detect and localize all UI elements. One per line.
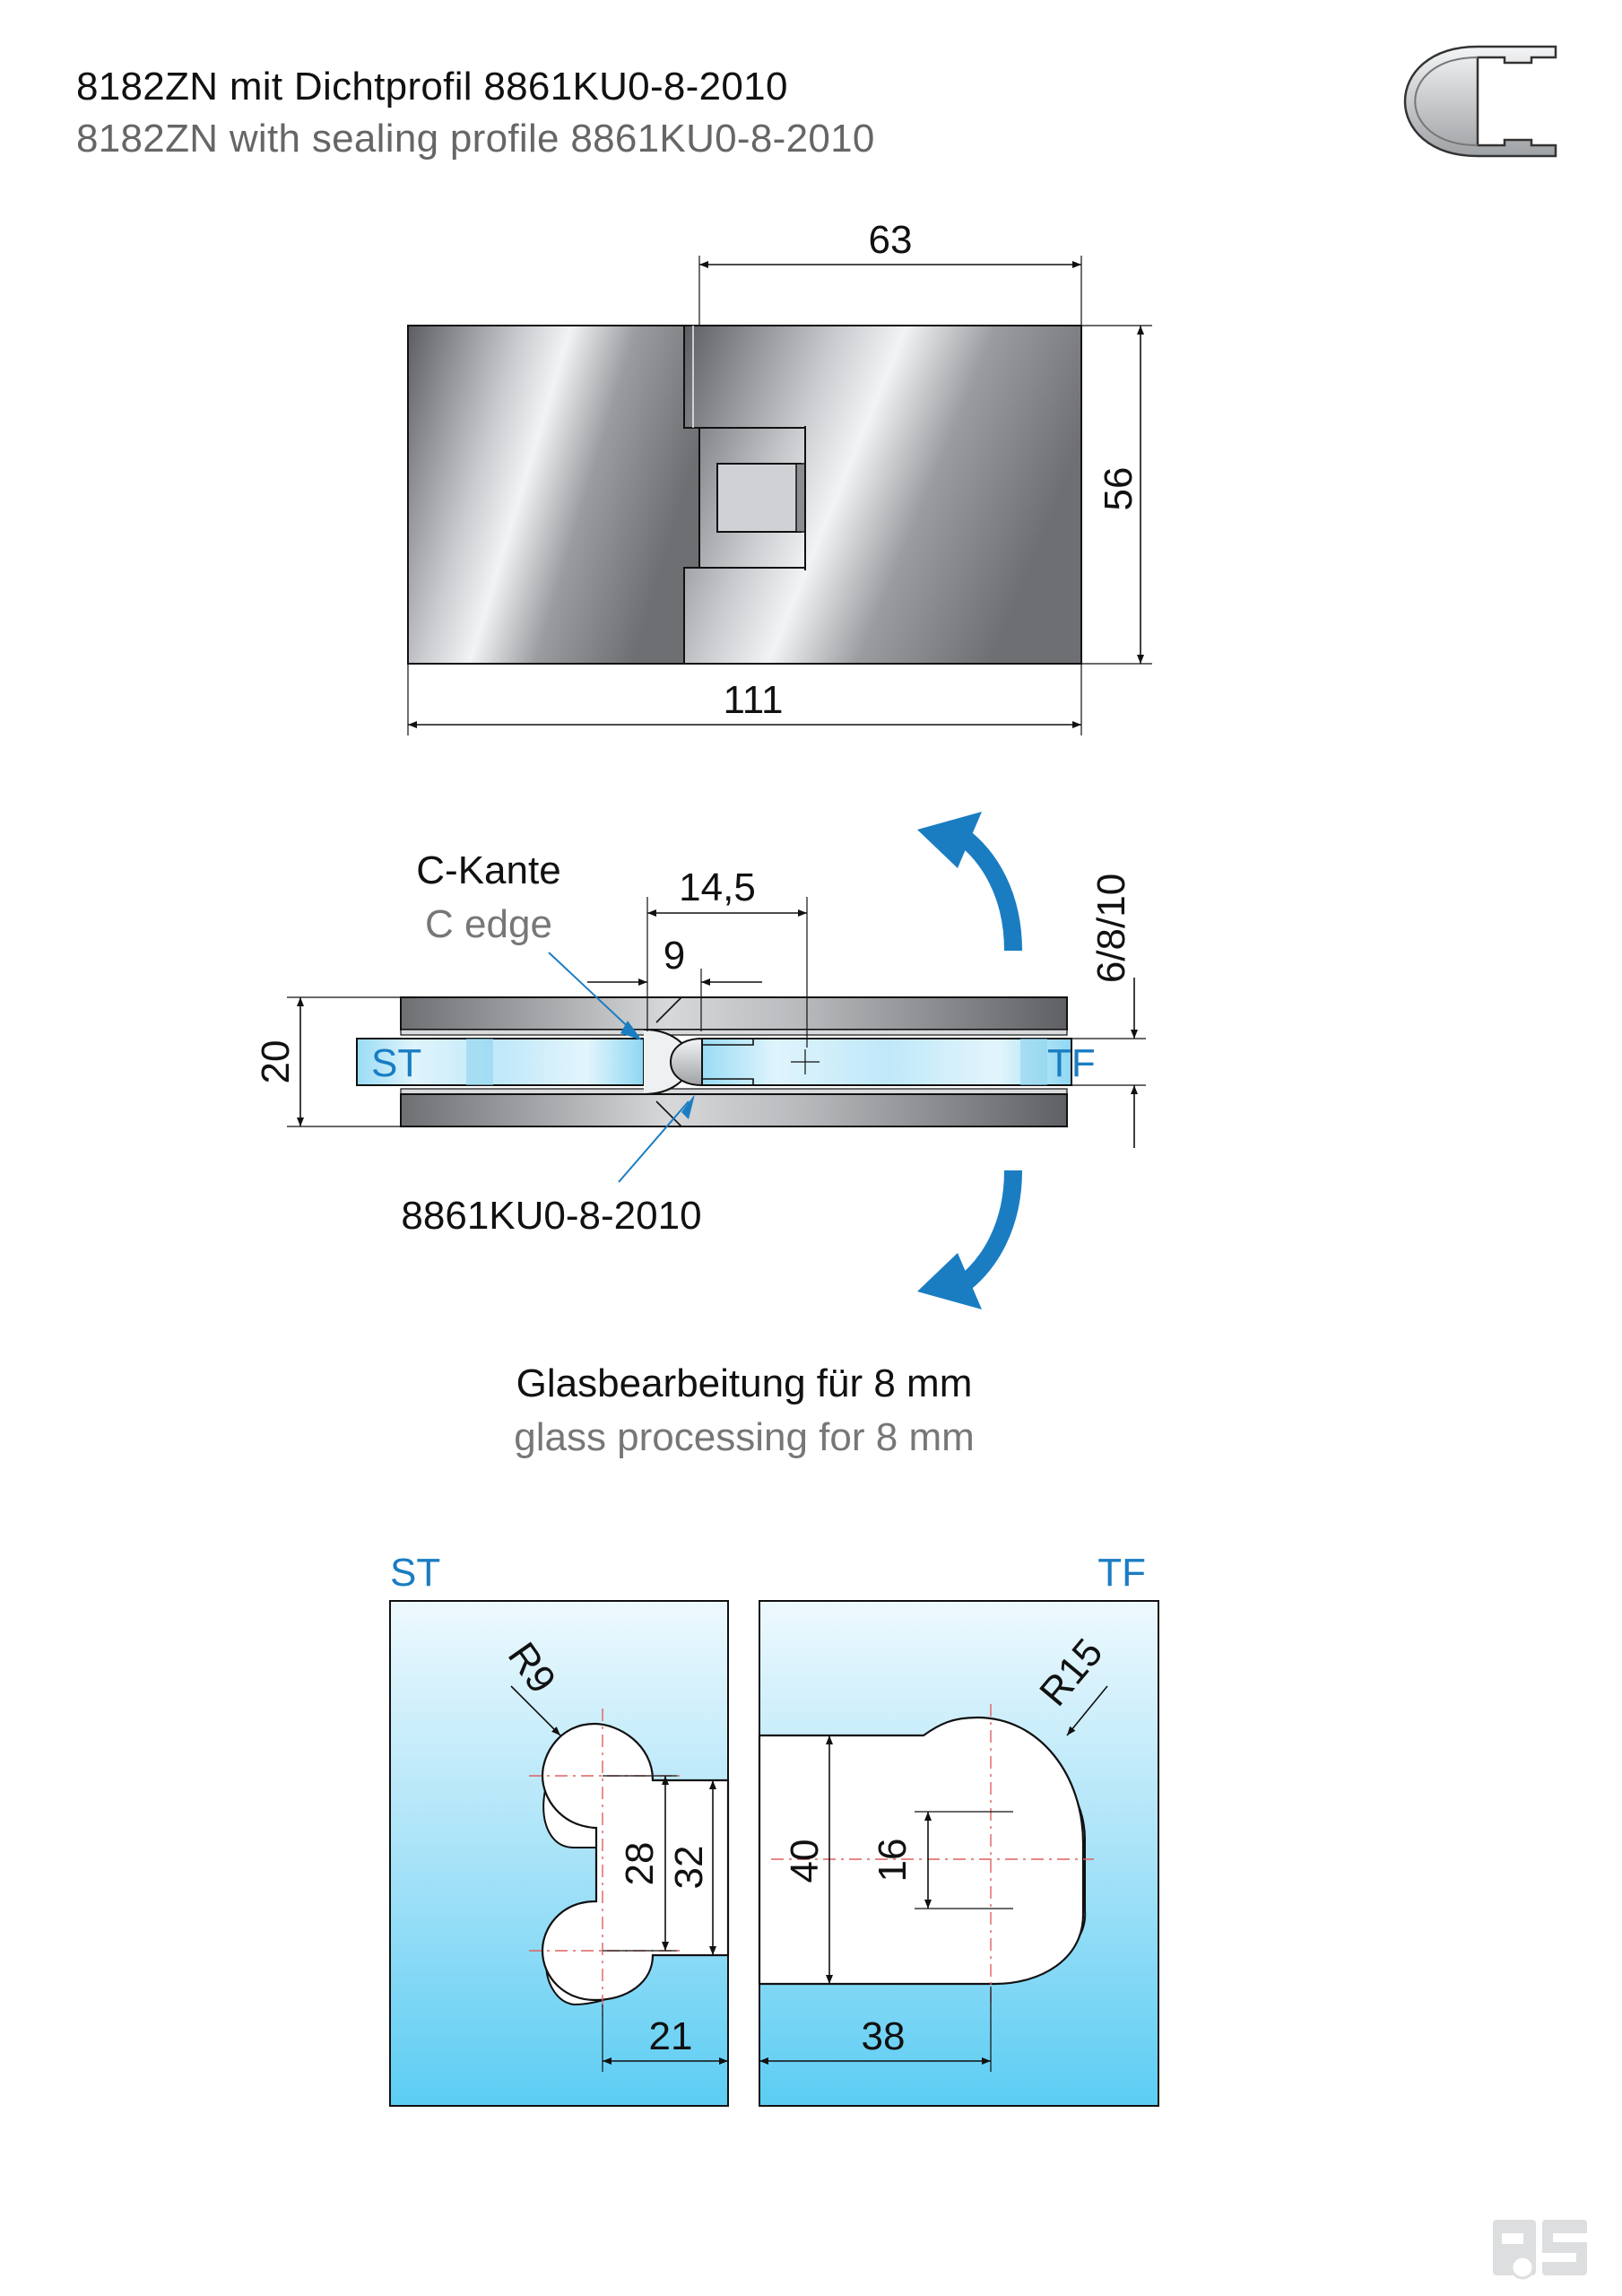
dim-glass-label: 6/8/10 — [1089, 873, 1133, 984]
c-edge-label-de: C-Kante — [416, 848, 561, 892]
profile-code-label: 8861KU0-8-2010 — [401, 1194, 702, 1238]
dim-21-label: 21 — [648, 2014, 693, 2058]
dim-63-label: 63 — [868, 218, 913, 262]
dim-14-5-label: 14,5 — [679, 865, 756, 909]
brand-logo — [1493, 2220, 1587, 2278]
c-edge-label-en: C edge — [425, 902, 552, 946]
hinge-section-view — [357, 997, 1071, 1126]
dim-56-label: 56 — [1097, 466, 1141, 511]
r15-label: R15 — [1031, 1631, 1112, 1715]
dim-38-label: 38 — [861, 2014, 906, 2058]
seal-profile-icon — [1405, 47, 1556, 156]
dim-16-label: 16 — [871, 1838, 915, 1883]
dim-63 — [699, 218, 1081, 326]
title-german: 8182ZN mit Dichtprofil 8861KU0-8-2010 — [76, 65, 788, 109]
title-english: 8182ZN with sealing profile 8861KU0-8-2010 — [76, 117, 875, 161]
dim-20-label: 20 — [254, 1039, 298, 1084]
glass-tf-label: TF — [1097, 1551, 1146, 1595]
section-st-label: ST — [371, 1041, 422, 1085]
processing-heading-en: glass processing for 8 mm — [514, 1415, 975, 1459]
dim-28-label: 28 — [618, 1841, 662, 1886]
hinge-top-view — [408, 326, 1081, 664]
rotate-up-arrow-icon — [917, 812, 1013, 951]
dim-111 — [408, 664, 1081, 735]
section-tf-label: TF — [1047, 1041, 1096, 1085]
dim-9-label: 9 — [663, 934, 686, 978]
dim-56 — [1081, 326, 1152, 664]
dim-32-label: 32 — [667, 1845, 711, 1890]
dim-111-label: 111 — [723, 678, 784, 722]
dim-40-label: 40 — [783, 1839, 827, 1883]
dim-glass-thickness — [1071, 874, 1146, 1148]
glass-st-label: ST — [390, 1551, 441, 1595]
rotate-down-arrow-icon — [917, 1170, 1013, 1309]
r9-label: R9 — [499, 1634, 565, 1701]
processing-heading-de: Glasbearbeitung für 8 mm — [516, 1361, 973, 1405]
